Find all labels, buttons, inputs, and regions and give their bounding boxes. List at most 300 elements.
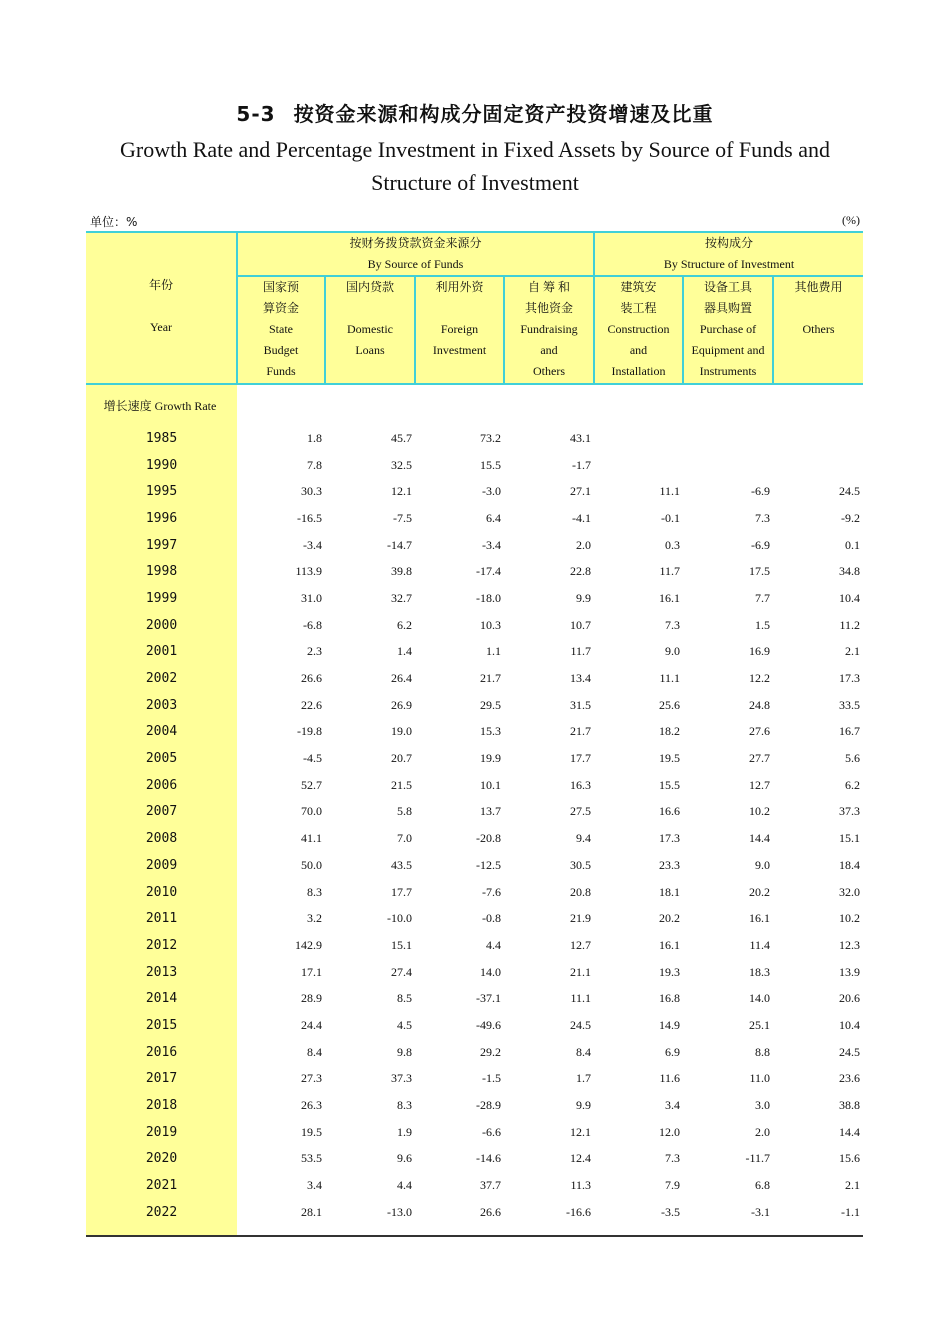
header-year-en: Year (149, 320, 173, 334)
column-header-en: and (629, 343, 648, 357)
value-cell: 37.3 (839, 804, 861, 819)
value-cell: 27.3 (301, 1071, 322, 1086)
value-cell: 17.3 (839, 671, 861, 686)
value-cell: 34.8 (839, 564, 861, 579)
value-cell: 41.1 (301, 831, 322, 846)
value-cell: -16.5 (297, 510, 322, 525)
year-cell: 2004 (86, 719, 237, 746)
value-cell: 11.3 (570, 1178, 592, 1193)
table-row (86, 1119, 863, 1146)
year-cell: 2019 (86, 1119, 237, 1146)
header-year (86, 232, 237, 384)
value-cell: 11.7 (570, 644, 592, 659)
year-cell: 2017 (86, 1066, 237, 1093)
value-cell: 13.9 (839, 964, 861, 979)
value-cell: 15.5 (659, 777, 681, 792)
value-cell: 9.0 (755, 857, 771, 872)
value-cell: 15.3 (480, 724, 501, 739)
value-cell: 29.5 (480, 697, 501, 712)
table-row (86, 1172, 863, 1199)
value-cell: 39.8 (391, 564, 412, 579)
value-cell: 7.7 (755, 590, 771, 605)
value-cell: 16.6 (659, 804, 681, 819)
column-header-en: Loans (355, 343, 385, 357)
value-cell: 9.9 (576, 590, 592, 605)
value-cell: 31.0 (301, 590, 322, 605)
value-cell: 7.0 (397, 831, 412, 846)
table-row (86, 1012, 863, 1039)
value-cell: -18.0 (476, 590, 501, 605)
value-cell: 26.4 (391, 671, 412, 686)
value-cell: 21.5 (391, 777, 412, 792)
value-cell: 21.7 (480, 671, 501, 686)
table-row (86, 825, 863, 852)
column-header-cn: 器具购置 (704, 301, 753, 315)
value-cell: 24.8 (749, 697, 771, 712)
year-cell: 2010 (86, 879, 237, 906)
value-cell: 21.7 (570, 724, 592, 739)
value-cell: 53.5 (301, 1151, 322, 1166)
year-cell: 1997 (86, 532, 237, 559)
value-cell: 11.0 (749, 1071, 771, 1086)
value-cell: -14.6 (476, 1151, 501, 1166)
year-cell: 2022 (86, 1199, 237, 1236)
column-header-cn: 其他费用 (794, 280, 843, 294)
value-cell: 14.4 (749, 831, 771, 846)
value-cell: 22.8 (570, 564, 592, 579)
year-cell: 1998 (86, 558, 237, 585)
table-row (86, 719, 863, 746)
value-cell: 11.4 (749, 937, 771, 952)
value-cell: 20.2 (749, 884, 771, 899)
group-structure-en: By Structure of Investment (663, 257, 795, 271)
value-cell: 26.6 (480, 1204, 501, 1219)
value-cell: 1.9 (397, 1124, 412, 1139)
value-cell: 12.4 (570, 1151, 592, 1166)
value-cell: 43.1 (570, 430, 592, 445)
value-cell: -13.0 (387, 1204, 412, 1219)
value-cell: 73.2 (480, 430, 501, 445)
value-cell: -1.1 (841, 1204, 861, 1219)
value-cell: 13.4 (570, 671, 592, 686)
value-cell: 16.1 (659, 937, 681, 952)
value-cell: 2.0 (755, 1124, 771, 1139)
value-cell: -37.1 (476, 991, 501, 1006)
value-cell: -7.6 (482, 884, 501, 899)
column-header (683, 276, 773, 384)
value-cell: 7.3 (665, 617, 681, 632)
value-cell: 9.9 (576, 1098, 592, 1113)
value-cell: 10.2 (839, 911, 861, 926)
year-cell: 1996 (86, 505, 237, 532)
table-number: 5-3 (236, 102, 276, 126)
column-header-cn: 建筑安 (620, 280, 657, 294)
year-cell: 2008 (86, 825, 237, 852)
column-header-en: Foreign (440, 322, 479, 336)
value-cell: 3.0 (755, 1098, 771, 1113)
value-cell: 1.4 (397, 644, 412, 659)
value-cell: -11.7 (745, 1151, 771, 1166)
value-cell: -10.0 (387, 911, 412, 926)
year-cell: 2018 (86, 1092, 237, 1119)
value-cell: -0.1 (661, 510, 681, 525)
value-cell: 6.9 (665, 1044, 681, 1059)
value-cell: 27.6 (749, 724, 771, 739)
value-cell: 24.5 (839, 484, 861, 499)
value-cell: 10.3 (480, 617, 501, 632)
value-cell: 27.5 (570, 804, 592, 819)
value-cell: 5.8 (397, 804, 412, 819)
value-cell: -3.1 (751, 1204, 771, 1219)
value-cell: 12.1 (391, 484, 412, 499)
value-cell: -7.5 (393, 510, 412, 525)
value-cell: 17.7 (391, 884, 412, 899)
value-cell: -1.5 (482, 1071, 501, 1086)
value-cell: 8.4 (307, 1044, 322, 1059)
value-cell: 10.4 (839, 1017, 861, 1032)
value-cell: 29.2 (480, 1044, 501, 1059)
value-cell: -0.8 (482, 911, 501, 926)
value-cell: 52.7 (301, 777, 322, 792)
column-header-cn: 设备工具 (704, 280, 753, 294)
value-cell: 19.3 (659, 964, 681, 979)
value-cell: 32.5 (391, 457, 412, 472)
value-cell: -3.4 (482, 537, 501, 552)
value-cell: 70.0 (301, 804, 322, 819)
value-cell: 3.4 (307, 1178, 322, 1193)
value-cell: 5.6 (845, 751, 861, 766)
value-cell: 10.2 (749, 804, 771, 819)
year-cell: 1985 (86, 425, 237, 452)
year-cell: 2014 (86, 985, 237, 1012)
value-cell: 9.0 (665, 644, 681, 659)
value-cell: -1.7 (572, 457, 592, 472)
table-row (86, 452, 863, 479)
value-cell: 20.6 (839, 991, 861, 1006)
year-cell: 2012 (86, 932, 237, 959)
year-cell: 2002 (86, 665, 237, 692)
value-cell: 6.4 (486, 510, 501, 525)
value-cell: 4.5 (397, 1017, 412, 1032)
value-cell: 14.0 (749, 991, 771, 1006)
group-structure-cn: 按构成分 (705, 236, 754, 250)
value-cell: 16.3 (570, 777, 592, 792)
value-cell: -6.6 (482, 1124, 501, 1139)
value-cell: 10.4 (839, 590, 861, 605)
column-header-en: Others (533, 364, 565, 378)
column-header-cn: 自 筹 和 (528, 280, 571, 294)
value-cell: 9.4 (576, 831, 592, 846)
column-header-en: Installation (611, 364, 666, 378)
value-cell: 17.7 (570, 751, 592, 766)
column-header (504, 276, 594, 384)
year-cell: 2009 (86, 852, 237, 879)
value-cell: 4.4 (486, 937, 501, 952)
year-cell: 2001 (86, 639, 237, 666)
value-cell: 3.4 (665, 1098, 681, 1113)
value-cell: 16.9 (749, 644, 771, 659)
value-cell: 2.3 (307, 644, 322, 659)
year-cell: 2003 (86, 692, 237, 719)
value-cell: 14.9 (659, 1017, 681, 1032)
value-cell: 25.6 (659, 697, 681, 712)
title-cn-text: 按资金来源和构成分固定资产投资增速及比重 (293, 102, 714, 126)
value-cell: 19.0 (391, 724, 412, 739)
table-row (86, 612, 863, 639)
value-cell: 21.1 (570, 964, 592, 979)
value-cell: 15.5 (480, 457, 501, 472)
table-row (86, 905, 863, 932)
table-row (86, 932, 863, 959)
value-cell (773, 425, 863, 452)
value-cell: -3.5 (661, 1204, 681, 1219)
value-cell: 24.4 (301, 1017, 322, 1032)
value-cell: 11.1 (659, 484, 681, 499)
value-cell: 8.3 (397, 1098, 412, 1113)
value-cell: 142.9 (295, 937, 322, 952)
column-header-en: Instruments (699, 364, 757, 378)
table-row (86, 1092, 863, 1119)
value-cell: 10.7 (570, 617, 592, 632)
value-cell: 32.7 (391, 590, 412, 605)
value-cell: 27.1 (570, 484, 592, 499)
unit-label-right: (%) (842, 213, 860, 227)
column-header-en: Construction (607, 322, 670, 336)
value-cell: -3.4 (303, 537, 322, 552)
value-cell: 7.3 (665, 1151, 681, 1166)
value-cell: 0.1 (845, 537, 861, 552)
header-year-cn: 年份 (148, 278, 173, 292)
value-cell: 37.7 (480, 1178, 501, 1193)
value-cell: 1.5 (755, 617, 771, 632)
value-cell: 9.6 (397, 1151, 412, 1166)
value-cell: 6.2 (397, 617, 412, 632)
value-cell: 28.9 (301, 991, 322, 1006)
value-cell: 50.0 (301, 857, 322, 872)
value-cell: 1.7 (576, 1071, 592, 1086)
value-cell: 27.7 (749, 751, 771, 766)
page-title-en: Growth Rate and Percentage Investment in Fixed Assets by Source of Funds and Structure of Investment (120, 137, 830, 195)
value-cell: 16.1 (749, 911, 771, 926)
value-cell: 16.7 (839, 724, 861, 739)
table-row (86, 692, 863, 719)
value-cell: 6.8 (755, 1178, 771, 1193)
table-row (86, 745, 863, 772)
value-cell: 32.0 (839, 884, 861, 899)
value-cell: 25.1 (749, 1017, 771, 1032)
column-header (773, 276, 863, 384)
year-cell: 1995 (86, 478, 237, 505)
table-row (86, 1066, 863, 1093)
value-cell (594, 452, 683, 479)
value-cell: 12.7 (749, 777, 771, 792)
value-cell: 23.3 (659, 857, 681, 872)
group-source-cn: 按财务拨贷款资金来源分 (349, 236, 482, 250)
value-cell: -17.4 (476, 564, 501, 579)
value-cell: 26.3 (301, 1098, 322, 1113)
value-cell: 18.4 (839, 857, 861, 872)
value-cell: 3.2 (307, 911, 322, 926)
value-cell: 26.9 (391, 697, 412, 712)
year-cell: 2011 (86, 905, 237, 932)
value-cell: 14.0 (480, 964, 501, 979)
value-cell: -20.8 (476, 831, 501, 846)
value-cell: 19.9 (480, 751, 501, 766)
value-cell (683, 425, 773, 452)
year-cell: 2016 (86, 1039, 237, 1066)
value-cell: 14.4 (839, 1124, 861, 1139)
value-cell: 7.8 (307, 457, 322, 472)
value-cell: 20.7 (391, 751, 412, 766)
value-cell: 18.3 (749, 964, 771, 979)
value-cell: 8.5 (397, 991, 412, 1006)
value-cell: 7.9 (665, 1178, 681, 1193)
value-cell: -14.7 (387, 537, 412, 552)
column-header (237, 276, 325, 384)
table-row (86, 478, 863, 505)
column-header-en: and (540, 343, 558, 357)
value-cell (683, 452, 773, 479)
year-cell: 2013 (86, 959, 237, 986)
value-cell: 22.6 (301, 697, 322, 712)
value-cell: -3.0 (482, 484, 501, 499)
value-cell: 33.5 (839, 697, 861, 712)
table-row (86, 1039, 863, 1066)
value-cell: 21.9 (570, 911, 592, 926)
year-cell: 2005 (86, 745, 237, 772)
unit-label: 单位：% (90, 215, 138, 229)
column-header-en: Funds (266, 364, 296, 378)
value-cell: -6.9 (751, 537, 771, 552)
value-cell: 24.5 (570, 1017, 592, 1032)
value-cell: 11.6 (659, 1071, 681, 1086)
value-cell: 11.1 (570, 991, 592, 1006)
column-header (325, 276, 415, 384)
value-cell: 2.1 (845, 1178, 861, 1193)
value-cell: 37.3 (391, 1071, 412, 1086)
value-cell: 20.2 (659, 911, 681, 926)
table-row (86, 959, 863, 986)
value-cell: 113.9 (295, 564, 322, 579)
value-cell: -4.5 (303, 751, 322, 766)
column-header-en: Purchase of (699, 322, 757, 336)
table-row (86, 772, 863, 799)
table-row (86, 639, 863, 666)
table-row (86, 1146, 863, 1173)
year-cell: 2020 (86, 1146, 237, 1173)
value-cell: -16.6 (566, 1204, 592, 1219)
table-row (86, 879, 863, 906)
value-cell: 11.1 (659, 671, 681, 686)
value-cell: -49.6 (476, 1017, 501, 1032)
table-row (86, 985, 863, 1012)
value-cell: 2.0 (576, 537, 592, 552)
value-cell: -28.9 (476, 1098, 501, 1113)
column-header (415, 276, 504, 384)
value-cell: 30.5 (570, 857, 592, 872)
value-cell: 12.2 (749, 671, 771, 686)
value-cell: 28.1 (301, 1204, 322, 1219)
column-header-cn: 装工程 (620, 301, 657, 315)
page-title-cn (0, 98, 950, 127)
column-header-en: Budget (263, 343, 299, 357)
column-header-cn: 国内贷款 (345, 280, 394, 294)
section-label: 增长速度 Growth Rate (86, 384, 237, 425)
value-cell: 6.2 (845, 777, 861, 792)
value-cell: 43.5 (391, 857, 412, 872)
value-cell: 19.5 (301, 1124, 322, 1139)
value-cell: 2.1 (845, 644, 861, 659)
value-cell: 19.5 (659, 751, 681, 766)
column-header-cn: 算资金 (262, 301, 299, 315)
value-cell: 11.2 (839, 617, 861, 632)
year-cell: 2007 (86, 799, 237, 826)
value-cell: 45.7 (391, 430, 412, 445)
table-row (86, 799, 863, 826)
value-cell: 27.4 (391, 964, 412, 979)
column-header-en: State (269, 322, 293, 336)
value-cell: 0.3 (665, 537, 681, 552)
header-group-structure (594, 232, 863, 276)
column-header-en: Investment (432, 343, 487, 357)
value-cell: 20.8 (570, 884, 592, 899)
column-header-cn: 其他资金 (525, 301, 574, 315)
table-row (86, 558, 863, 585)
value-cell: 24.5 (839, 1044, 861, 1059)
table-row (86, 852, 863, 879)
value-cell: -9.2 (841, 510, 861, 525)
value-cell: 23.6 (839, 1071, 861, 1086)
value-cell: 18.1 (659, 884, 681, 899)
year-cell: 2000 (86, 612, 237, 639)
year-cell: 1990 (86, 452, 237, 479)
value-cell: 11.7 (659, 564, 681, 579)
value-cell: 10.1 (480, 777, 501, 792)
column-header-cn: 国家预 (262, 280, 299, 294)
value-cell: 9.8 (397, 1044, 412, 1059)
value-cell: 8.8 (755, 1044, 771, 1059)
column-header-en: Fundraising (520, 322, 578, 336)
value-cell: 17.3 (659, 831, 681, 846)
value-cell: 13.7 (480, 804, 501, 819)
value-cell: 8.3 (307, 884, 322, 899)
column-header (594, 276, 683, 384)
value-cell: 12.1 (570, 1124, 592, 1139)
column-header-en: Equipment and (691, 343, 765, 357)
value-cell: 38.8 (839, 1098, 861, 1113)
value-cell: 8.4 (576, 1044, 592, 1059)
column-header-cn: 利用外资 (435, 280, 484, 294)
value-cell: 12.3 (839, 937, 861, 952)
value-cell: 26.6 (301, 671, 322, 686)
value-cell: 12.7 (570, 937, 592, 952)
year-cell: 2006 (86, 772, 237, 799)
value-cell: 12.0 (659, 1124, 681, 1139)
value-cell: 17.5 (749, 564, 771, 579)
table-row (86, 585, 863, 612)
value-cell: 17.1 (301, 964, 322, 979)
value-cell: 15.1 (839, 831, 861, 846)
value-cell: 15.1 (391, 937, 412, 952)
year-cell: 1999 (86, 585, 237, 612)
value-cell: 1.1 (486, 644, 501, 659)
value-cell: 16.1 (659, 590, 681, 605)
table-row (86, 1199, 863, 1236)
value-cell: 15.6 (839, 1151, 861, 1166)
value-cell: 30.3 (301, 484, 322, 499)
value-cell: 4.4 (397, 1178, 412, 1193)
table-row (86, 425, 863, 452)
